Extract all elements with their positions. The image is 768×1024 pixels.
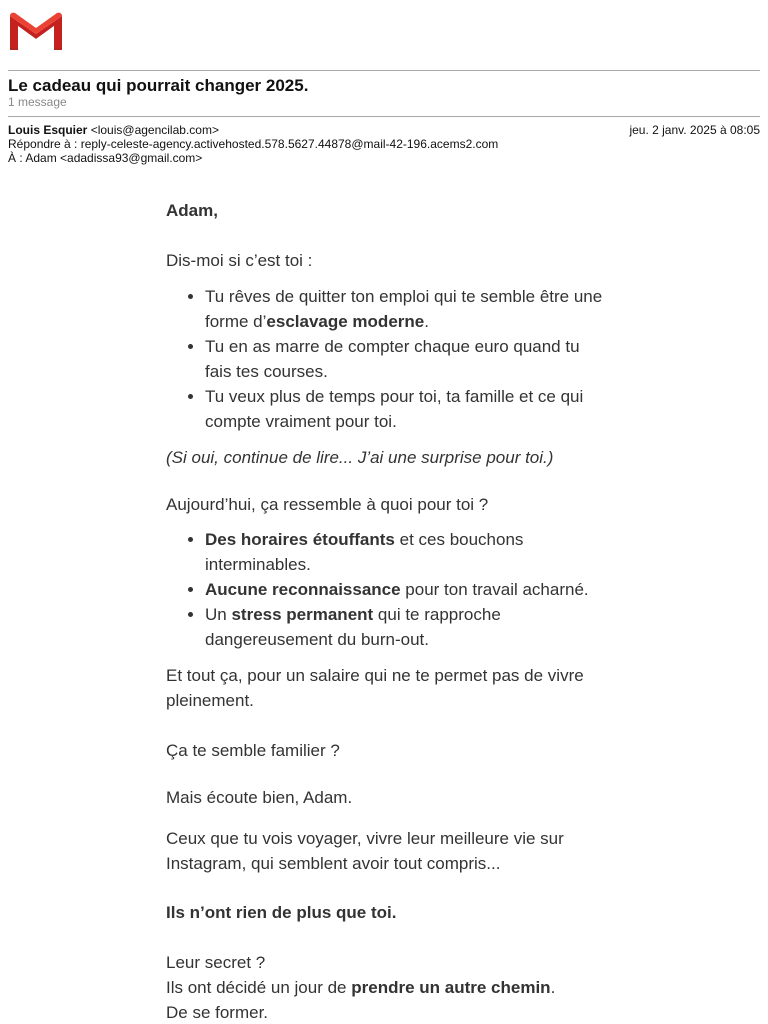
email-subject: Le cadeau qui pourrait changer 2025. [8,76,309,95]
list-item: • Tu en as marre de compter chaque euro quand tu fais tes courses. [205,334,606,384]
meta-divider [8,116,760,117]
listen-text: Mais écoute bien, Adam. [166,788,353,807]
list-item: • Tu veux plus de temps pour toi, ta famille et ce qui compte vraiment pour toi. [205,384,606,434]
recipient-line: À : Adam <adadissa93@gmail.com> [8,151,203,165]
email-body [166,198,606,1024]
sent-date: jeu. 2 janv. 2025 à 08:05 [629,123,760,137]
message-count: 1 message [8,95,67,109]
sender-line [8,123,760,137]
train-text: De se former. [166,1003,269,1022]
sender-email[interactable]: <louis@agencilab.com> [90,123,219,137]
header-divider [8,70,760,71]
intro-text: Dis-moi si c’est toi : [166,251,313,270]
salary-text: Et tout ça, pour un salaire qui ne te permet pas de vivre pleinement. [166,666,584,710]
reply-to-line: Répondre à : reply-celeste-agency.activehosted.578.5627.44878@mail-42-196.acems2.com [8,137,499,151]
pain-list-1 [166,284,606,434]
greeting: Adam, [166,201,218,220]
instagram-text: Ceux que tu vois voyager, vivre leur meilleure vie sur Instagram, qui semblent avoir tout compris... [166,829,564,873]
pain-list-2 [166,527,606,652]
nothing-more-text: Ils n’ont rien de plus que toi. [166,903,397,922]
secret-text: Leur secret ? [166,953,266,972]
familiar-text: Ça te semble familier ? [166,741,340,760]
today-text: Aujourd’hui, ça ressemble à quoi pour toi ? [166,495,489,514]
sender-name: Louis Esquier [8,123,88,137]
list-item: • Tu rêves de quitter ton emploi qui te semble être une forme d’esclavage moderne. [205,284,606,334]
list-item: • Un stress permanent qui te rapproche dangereusement du burn-out. [205,602,606,652]
list-item: • Aucune reconnaissance pour ton travail acharné. [205,577,606,602]
surprise-text: (Si oui, continue de lire... J’ai une surprise pour toi.) [166,448,554,467]
decided-text: Ils ont décidé un jour de prendre un autre chemin. [166,978,556,997]
gmail-logo-icon [8,12,64,54]
list-item: • Des horaires étouffants et ces bouchons interminables. [205,527,606,577]
